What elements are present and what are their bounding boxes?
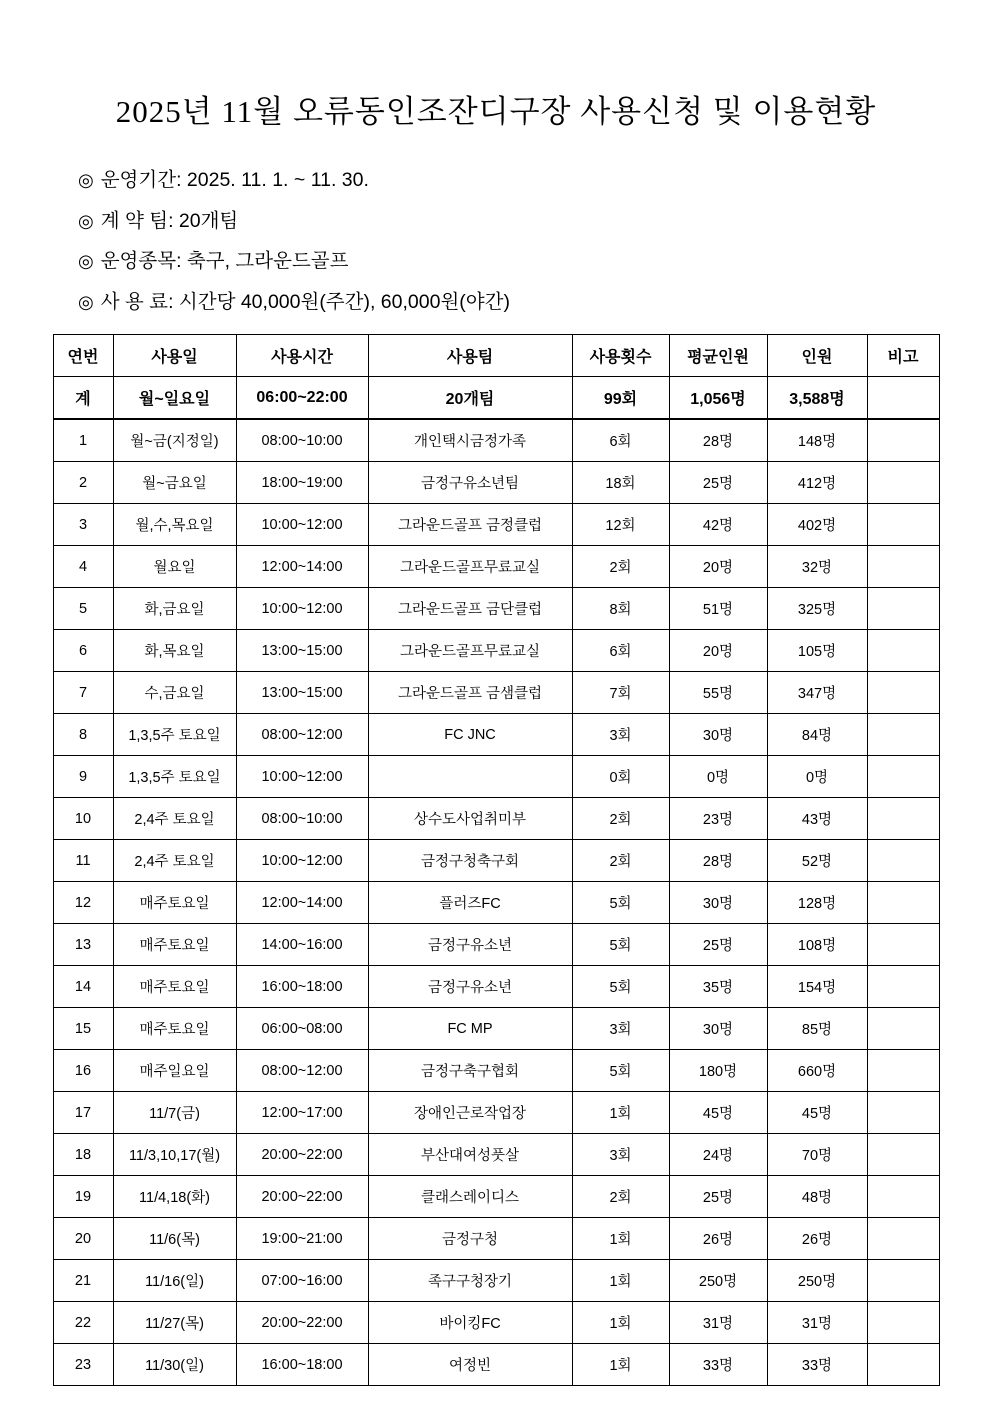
cell-no: 6 (53, 630, 113, 672)
cell-no: 14 (53, 966, 113, 1008)
cell-average: 30명 (669, 714, 767, 756)
cell-day: 화,금요일 (113, 588, 236, 630)
cell-note (867, 1218, 939, 1260)
cell-time: 12:00~14:00 (236, 546, 368, 588)
cell-day: 월~금(지정일) (113, 419, 236, 462)
cell-day: 월요일 (113, 546, 236, 588)
cell-team: 플러즈FC (368, 882, 572, 924)
cell-time: 12:00~14:00 (236, 882, 368, 924)
summary-total: 3,588명 (767, 377, 867, 420)
bullet-icon: ◎ (78, 210, 94, 231)
column-header-average: 평균인원 (669, 335, 767, 377)
table-row (53, 924, 939, 966)
cell-average: 31명 (669, 1302, 767, 1344)
table-row (53, 546, 939, 588)
bullet-icon: ◎ (78, 251, 94, 271)
column-header-no: 연번 (53, 335, 113, 377)
cell-total: 45명 (767, 1092, 867, 1134)
cell-total: 85명 (767, 1008, 867, 1050)
cell-note (867, 1176, 939, 1218)
table-row (53, 882, 939, 924)
table-row (53, 462, 939, 504)
cell-note (867, 966, 939, 1008)
cell-average: 30명 (669, 882, 767, 924)
cell-total: 105명 (767, 630, 867, 672)
cell-day: 매주토요일 (113, 966, 236, 1008)
cell-total: 325명 (767, 588, 867, 630)
table-row (53, 588, 939, 630)
cell-average: 20명 (669, 630, 767, 672)
cell-count: 3회 (572, 1134, 669, 1176)
cell-average: 26명 (669, 1218, 767, 1260)
cell-time: 20:00~22:00 (236, 1134, 368, 1176)
cell-day: 11/6(목) (113, 1218, 236, 1260)
cell-count: 7회 (572, 672, 669, 714)
cell-team (368, 756, 572, 798)
cell-time: 10:00~12:00 (236, 588, 368, 630)
cell-note (867, 419, 939, 462)
cell-note (867, 1302, 939, 1344)
cell-average: 25명 (669, 1176, 767, 1218)
cell-team: 그라운드골프 금단클럽 (368, 588, 572, 630)
column-header-team: 사용팀 (368, 335, 572, 377)
summary-note (867, 377, 939, 420)
cell-team: 그라운드골프 금샘클럽 (368, 672, 572, 714)
cell-note (867, 1092, 939, 1134)
cell-time: 18:00~19:00 (236, 462, 368, 504)
cell-total: 412명 (767, 462, 867, 504)
cell-count: 1회 (572, 1302, 669, 1344)
cell-no: 10 (53, 798, 113, 840)
cell-no: 22 (53, 1302, 113, 1344)
table-row (53, 756, 939, 798)
cell-note (867, 1134, 939, 1176)
cell-day: 매주토요일 (113, 1008, 236, 1050)
table-row (53, 504, 939, 546)
cell-note (867, 924, 939, 966)
cell-count: 5회 (572, 882, 669, 924)
table-row (53, 1134, 939, 1176)
cell-note (867, 504, 939, 546)
cell-note (867, 462, 939, 504)
column-header-note: 비고 (867, 335, 939, 377)
cell-note (867, 882, 939, 924)
cell-team: 부산대여성풋살 (368, 1134, 572, 1176)
table-row (53, 1218, 939, 1260)
cell-average: 28명 (669, 840, 767, 882)
table-row (53, 672, 939, 714)
table-row (53, 630, 939, 672)
cell-note (867, 1260, 939, 1302)
table-body (53, 377, 939, 1386)
cell-day: 매주일요일 (113, 1050, 236, 1092)
cell-team: FC MP (368, 1008, 572, 1050)
cell-note (867, 840, 939, 882)
cell-count: 6회 (572, 419, 669, 462)
cell-time: 10:00~12:00 (236, 504, 368, 546)
cell-note (867, 588, 939, 630)
cell-average: 51명 (669, 588, 767, 630)
cell-average: 35명 (669, 966, 767, 1008)
cell-note (867, 714, 939, 756)
column-header-day: 사용일 (113, 335, 236, 377)
cell-day: 월~금요일 (113, 462, 236, 504)
cell-day: 11/4,18(화) (113, 1176, 236, 1218)
summary-time: 06:00~22:00 (236, 377, 368, 420)
cell-total: 32명 (767, 546, 867, 588)
cell-team: 금정구청 (368, 1218, 572, 1260)
cell-time: 08:00~12:00 (236, 714, 368, 756)
cell-day: 11/30(일) (113, 1344, 236, 1386)
cell-average: 42명 (669, 504, 767, 546)
cell-day: 11/16(일) (113, 1260, 236, 1302)
cell-average: 28명 (669, 419, 767, 462)
table-row (53, 1050, 939, 1092)
cell-no: 1 (53, 419, 113, 462)
cell-count: 0회 (572, 756, 669, 798)
cell-no: 16 (53, 1050, 113, 1092)
cell-average: 23명 (669, 798, 767, 840)
cell-count: 8회 (572, 588, 669, 630)
cell-count: 1회 (572, 1092, 669, 1134)
cell-total: 0명 (767, 756, 867, 798)
cell-count: 2회 (572, 798, 669, 840)
meta-item-period (78, 171, 992, 191)
table-row (53, 1092, 939, 1134)
table-row (53, 798, 939, 840)
cell-day: 수,금요일 (113, 672, 236, 714)
cell-time: 20:00~22:00 (236, 1302, 368, 1344)
table-header-row (53, 335, 939, 377)
cell-count: 3회 (572, 1008, 669, 1050)
cell-time: 20:00~22:00 (236, 1176, 368, 1218)
summary-count: 99회 (572, 377, 669, 420)
cell-team: 그라운드골프무료교실 (368, 546, 572, 588)
table-row (53, 966, 939, 1008)
cell-total: 43명 (767, 798, 867, 840)
page-title: 2025년 11월 오류동인조잔디구장 사용신청 및 이용현황 (115, 94, 877, 129)
column-header-total: 인원 (767, 335, 867, 377)
cell-count: 2회 (572, 840, 669, 882)
table-row (53, 714, 939, 756)
cell-no: 5 (53, 588, 113, 630)
cell-total: 70명 (767, 1134, 867, 1176)
cell-average: 20명 (669, 546, 767, 588)
cell-time: 14:00~16:00 (236, 924, 368, 966)
cell-team: 금정구유소년 (368, 966, 572, 1008)
summary-team: 20개팀 (368, 377, 572, 420)
cell-count: 1회 (572, 1344, 669, 1386)
cell-team: 금정구청축구회 (368, 840, 572, 882)
table-row (53, 1176, 939, 1218)
summary-label: 계 (53, 377, 113, 420)
cell-team: 바이킹FC (368, 1302, 572, 1344)
meta-value: 2025. 11. 1. ~ 11. 30. (186, 169, 369, 191)
meta-item-teams (78, 209, 992, 232)
cell-team: 금정구유소년 (368, 924, 572, 966)
cell-count: 6회 (572, 630, 669, 672)
cell-count: 5회 (572, 924, 669, 966)
table-summary-row (53, 377, 939, 420)
meta-value: 시간당 40,000원(주간), 60,000원(야간) (178, 290, 510, 313)
cell-day: 2,4주 토요일 (113, 798, 236, 840)
cell-no: 15 (53, 1008, 113, 1050)
cell-team: 그라운드골프 금정클럽 (368, 504, 572, 546)
summary-day: 월~일요일 (113, 377, 236, 420)
cell-day: 11/27(목) (113, 1302, 236, 1344)
cell-total: 154명 (767, 966, 867, 1008)
cell-count: 1회 (572, 1260, 669, 1302)
cell-total: 402명 (767, 504, 867, 546)
meta-item-fee (78, 290, 992, 313)
meta-label: 운영종목: (100, 250, 182, 272)
cell-team: 장애인근로작업장 (368, 1092, 572, 1134)
cell-day: 매주토요일 (113, 882, 236, 924)
cell-total: 33명 (767, 1344, 867, 1386)
cell-count: 5회 (572, 1050, 669, 1092)
usage-schedule-table (53, 334, 940, 1386)
cell-count: 2회 (572, 1176, 669, 1218)
cell-total: 148명 (767, 419, 867, 462)
meta-label: 사 용 료: (100, 290, 174, 313)
cell-team: 개인택시금정가족 (368, 419, 572, 462)
cell-no: 18 (53, 1134, 113, 1176)
cell-total: 108명 (767, 924, 867, 966)
bullet-icon: ◎ (78, 170, 94, 190)
cell-average: 24명 (669, 1134, 767, 1176)
cell-average: 45명 (669, 1092, 767, 1134)
cell-no: 2 (53, 462, 113, 504)
cell-note (867, 1008, 939, 1050)
cell-note (867, 756, 939, 798)
meta-item-sports (78, 252, 992, 272)
cell-note (867, 798, 939, 840)
cell-average: 180명 (669, 1050, 767, 1092)
cell-time: 19:00~21:00 (236, 1218, 368, 1260)
table-row (53, 840, 939, 882)
cell-team: 족구구청장기 (368, 1260, 572, 1302)
meta-label: 계 약 팀: (100, 209, 174, 232)
cell-total: 250명 (767, 1260, 867, 1302)
cell-note (867, 1050, 939, 1092)
cell-count: 1회 (572, 1218, 669, 1260)
cell-day: 11/3,10,17(월) (113, 1134, 236, 1176)
cell-no: 17 (53, 1092, 113, 1134)
cell-note (867, 1344, 939, 1386)
table-row (53, 419, 939, 462)
table-row (53, 1344, 939, 1386)
cell-time: 13:00~15:00 (236, 672, 368, 714)
cell-time: 06:00~08:00 (236, 1008, 368, 1050)
meta-value: 20개팀 (178, 209, 239, 232)
cell-day: 월,수,목요일 (113, 504, 236, 546)
cell-note (867, 672, 939, 714)
cell-no: 3 (53, 504, 113, 546)
cell-no: 7 (53, 672, 113, 714)
table-row (53, 1302, 939, 1344)
document-meta-list (0, 131, 992, 312)
cell-team: 여정빈 (368, 1344, 572, 1386)
cell-team: 금정구축구협회 (368, 1050, 572, 1092)
cell-day: 2,4주 토요일 (113, 840, 236, 882)
cell-total: 660명 (767, 1050, 867, 1092)
cell-time: 16:00~18:00 (236, 966, 368, 1008)
cell-total: 84명 (767, 714, 867, 756)
cell-day: 11/7(금) (113, 1092, 236, 1134)
cell-count: 12회 (572, 504, 669, 546)
cell-time: 13:00~15:00 (236, 630, 368, 672)
cell-time: 10:00~12:00 (236, 840, 368, 882)
cell-average: 25명 (669, 462, 767, 504)
cell-team: 금정구유소년팀 (368, 462, 572, 504)
cell-total: 48명 (767, 1176, 867, 1218)
bullet-icon: ◎ (78, 291, 94, 312)
cell-no: 13 (53, 924, 113, 966)
cell-count: 2회 (572, 546, 669, 588)
cell-total: 347명 (767, 672, 867, 714)
cell-count: 5회 (572, 966, 669, 1008)
table-row (53, 1260, 939, 1302)
cell-team: 그라운드골프무료교실 (368, 630, 572, 672)
cell-no: 20 (53, 1218, 113, 1260)
table-row (53, 1008, 939, 1050)
cell-no: 19 (53, 1176, 113, 1218)
cell-count: 3회 (572, 714, 669, 756)
cell-team: FC JNC (368, 714, 572, 756)
cell-average: 30명 (669, 1008, 767, 1050)
cell-no: 8 (53, 714, 113, 756)
cell-time: 08:00~10:00 (236, 419, 368, 462)
meta-label: 운영기간: (100, 169, 182, 191)
cell-note (867, 630, 939, 672)
cell-time: 07:00~16:00 (236, 1260, 368, 1302)
cell-no: 12 (53, 882, 113, 924)
cell-day: 화,목요일 (113, 630, 236, 672)
cell-note (867, 546, 939, 588)
cell-time: 16:00~18:00 (236, 1344, 368, 1386)
cell-time: 08:00~10:00 (236, 798, 368, 840)
cell-no: 23 (53, 1344, 113, 1386)
cell-average: 0명 (669, 756, 767, 798)
cell-team: 상수도사업취미부 (368, 798, 572, 840)
cell-time: 08:00~12:00 (236, 1050, 368, 1092)
cell-no: 9 (53, 756, 113, 798)
cell-total: 31명 (767, 1302, 867, 1344)
column-header-time: 사용시간 (236, 335, 368, 377)
cell-total: 128명 (767, 882, 867, 924)
cell-total: 52명 (767, 840, 867, 882)
cell-average: 55명 (669, 672, 767, 714)
cell-average: 25명 (669, 924, 767, 966)
cell-total: 26명 (767, 1218, 867, 1260)
cell-team: 클래스레이디스 (368, 1176, 572, 1218)
cell-no: 4 (53, 546, 113, 588)
meta-value: 축구, 그라운드골프 (186, 250, 349, 272)
cell-no: 11 (53, 840, 113, 882)
cell-day: 1,3,5주 토요일 (113, 714, 236, 756)
summary-average: 1,056명 (669, 377, 767, 420)
cell-no: 21 (53, 1260, 113, 1302)
cell-time: 12:00~17:00 (236, 1092, 368, 1134)
cell-average: 33명 (669, 1344, 767, 1386)
cell-count: 18회 (572, 462, 669, 504)
column-header-count: 사용횟수 (572, 335, 669, 377)
cell-average: 250명 (669, 1260, 767, 1302)
cell-day: 1,3,5주 토요일 (113, 756, 236, 798)
cell-time: 10:00~12:00 (236, 756, 368, 798)
cell-day: 매주토요일 (113, 924, 236, 966)
